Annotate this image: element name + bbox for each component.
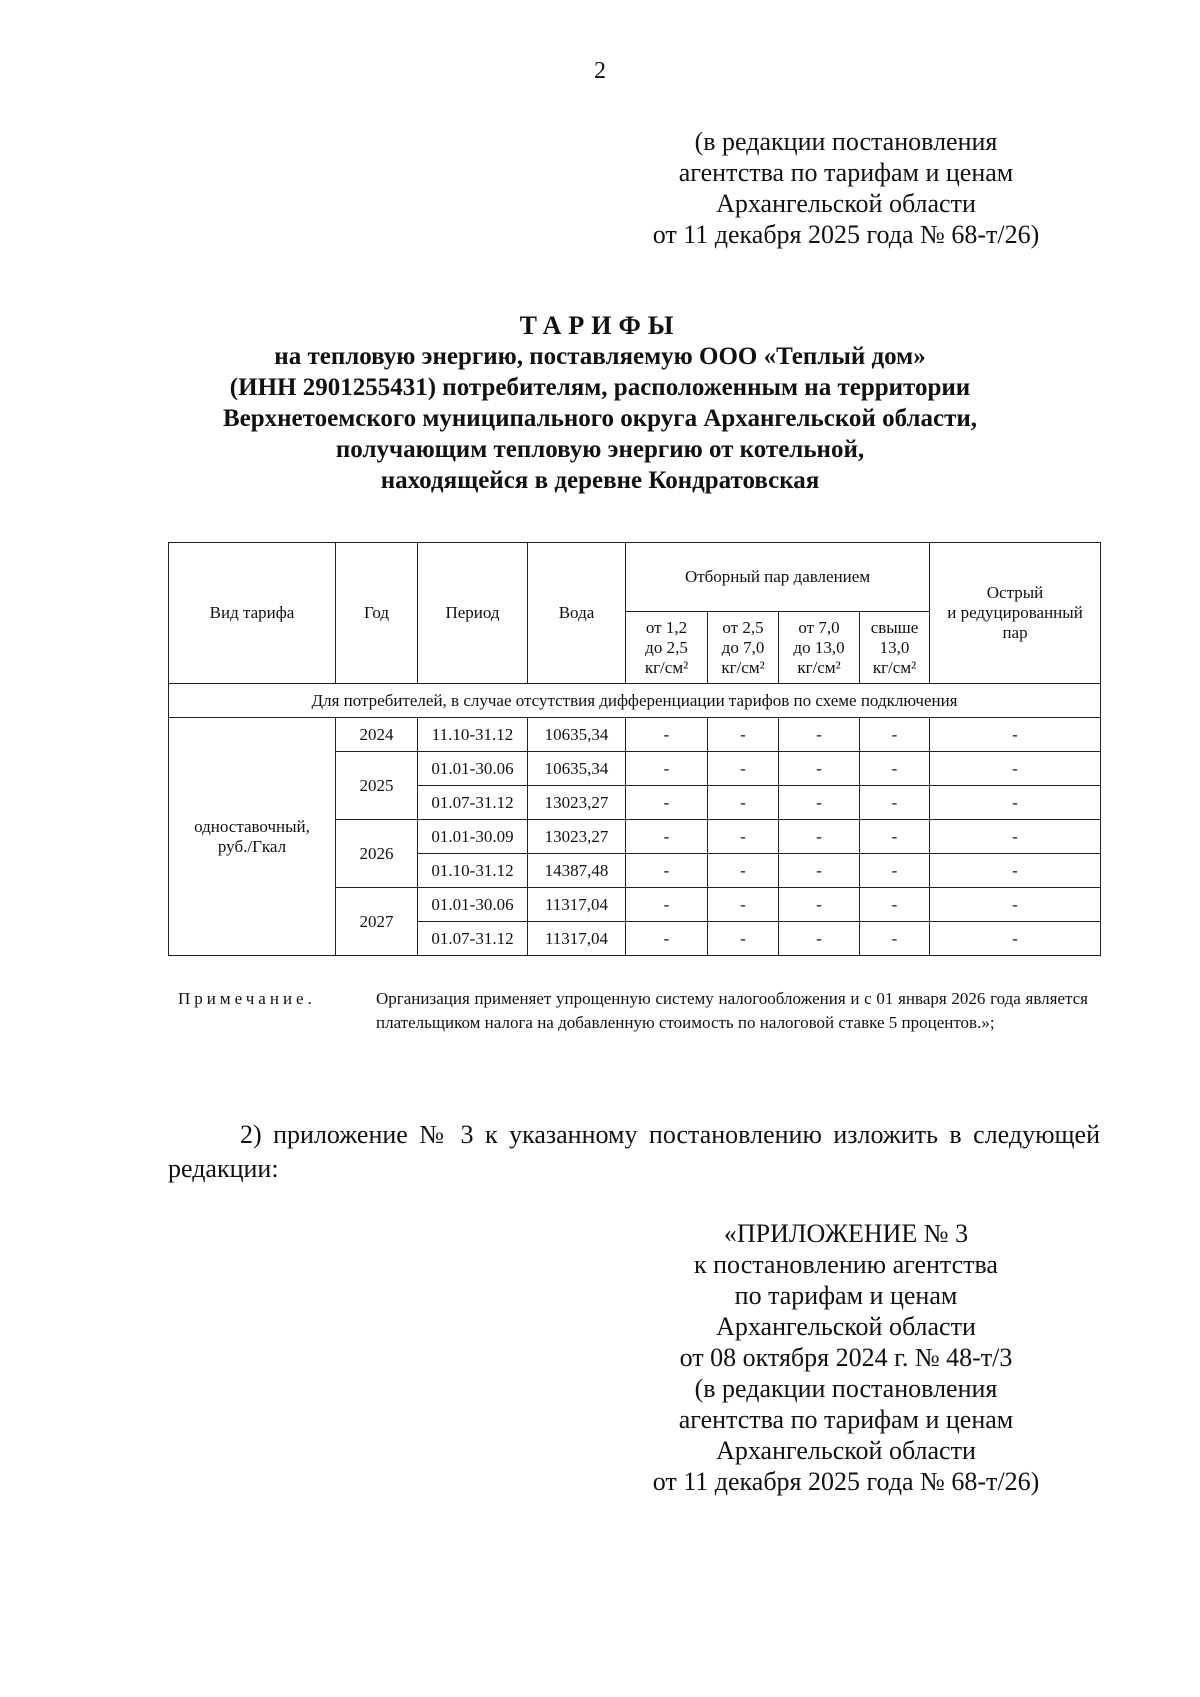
pressure-text: от 2,5	[722, 617, 764, 637]
header-live-steam-line: Острый	[986, 583, 1044, 602]
period-cell: 01.01-30.06	[418, 888, 528, 922]
dash-cell: -	[860, 786, 930, 820]
header-live-steam-line: и редуцированный	[947, 603, 1083, 622]
header-pressure-3	[779, 612, 860, 684]
dash-cell: -	[708, 752, 779, 786]
pressure-text: свыше	[870, 617, 919, 637]
tariff-type-cell	[169, 718, 336, 956]
period-cell: 01.07-31.12	[418, 786, 528, 820]
title-line: на тепловую энергию, поставляемую ООО «Теплый дом»	[274, 343, 926, 370]
dash-cell: -	[860, 752, 930, 786]
pressure-unit: кг/см²	[721, 657, 765, 677]
period-cell: 01.01-30.06	[418, 752, 528, 786]
title-line: Верхнетоемского муниципального округа Архангельской области,	[222, 405, 978, 432]
dash-cell: -	[779, 854, 860, 888]
year-cell: 2024	[336, 718, 418, 752]
header-live-steam	[930, 543, 1101, 684]
dash-cell: -	[779, 888, 860, 922]
water-cell: 10635,34	[528, 752, 626, 786]
note-label: Примечание.	[178, 989, 316, 1008]
dash-cell: -	[779, 718, 860, 752]
dash-cell: -	[779, 786, 860, 820]
header-pressure-1	[626, 612, 708, 684]
revision-header-block	[596, 126, 1096, 250]
header-tariff-type: Вид тарифа	[169, 543, 336, 684]
period-cell: 01.07-31.12	[418, 922, 528, 956]
document-title	[130, 310, 1070, 496]
dash-cell: -	[708, 854, 779, 888]
title-line: находящейся в деревне Кондратовская	[380, 467, 820, 494]
title-line: (ИНН 2901255431) потребителям, расположенным на территории	[229, 374, 971, 401]
header-live-steam-line: пар	[1002, 623, 1028, 642]
pressure-text: до 7,0	[721, 637, 765, 657]
revision-line: Архангельской области	[716, 189, 976, 218]
pressure-unit: кг/см²	[797, 657, 841, 677]
water-cell: 11317,04	[528, 888, 626, 922]
dash-cell: -	[860, 922, 930, 956]
pressure-text: 13,0	[879, 637, 910, 657]
revision-line: агентства по тарифам и ценам	[678, 158, 1014, 187]
dash-cell: -	[930, 820, 1101, 854]
tariff-type-line: руб./Гкал	[217, 836, 287, 856]
section-header: Для потребителей, в случае отсутствия дифференциации тарифов по схеме подключения	[169, 684, 1101, 718]
header-year: Год	[336, 543, 418, 684]
dash-cell: -	[708, 888, 779, 922]
appendix-line: от 11 декабря 2025 года № 68-т/26)	[652, 1467, 1040, 1496]
pressure-text: от 7,0	[798, 617, 840, 637]
pressure-text: от 1,2	[645, 617, 688, 637]
year-cell: 2026	[336, 820, 418, 888]
dash-cell: -	[930, 752, 1101, 786]
dash-cell: -	[779, 922, 860, 956]
dash-cell: -	[626, 888, 708, 922]
appendix-line: агентства по тарифам и ценам	[678, 1405, 1014, 1434]
dash-cell: -	[930, 718, 1101, 752]
item-2-paragraph: 2) приложение № 3 к указанному постановлению изложить в следующей редакции:	[168, 1120, 1100, 1183]
header-pressure-4	[860, 612, 930, 684]
header-pressure-2	[708, 612, 779, 684]
header-period: Период	[418, 543, 528, 684]
header-water: Вода	[528, 543, 626, 684]
appendix-line: по тарифам и ценам	[734, 1281, 958, 1310]
page-number: 2	[594, 58, 606, 84]
water-cell: 11317,04	[528, 922, 626, 956]
note-text: Организация применяет упрощенную систему налогообложения и с 01 января 2026 года является плательщиком налога на добавленную стоимость по налоговой ставке 5 процентов.»;	[376, 989, 1088, 1032]
dash-cell: -	[626, 922, 708, 956]
appendix-line: (в редакции постановления	[694, 1374, 998, 1403]
water-cell: 10635,34	[528, 718, 626, 752]
appendix-header-block	[596, 1218, 1096, 1497]
period-cell: 11.10-31.12	[418, 718, 528, 752]
dash-cell: -	[708, 820, 779, 854]
appendix-line: «ПРИЛОЖЕНИЕ № 3	[723, 1219, 969, 1248]
dash-cell: -	[930, 786, 1101, 820]
period-cell: 01.10-31.12	[418, 854, 528, 888]
revision-line: от 11 декабря 2025 года № 68-т/26)	[652, 220, 1040, 249]
appendix-line: Архангельской области	[716, 1312, 976, 1341]
pressure-text: до 2,5	[645, 637, 688, 657]
dash-cell: -	[708, 718, 779, 752]
tariff-type-line: одноставочный,	[194, 816, 310, 836]
year-cell: 2025	[336, 752, 418, 820]
dash-cell: -	[860, 854, 930, 888]
dash-cell: -	[860, 888, 930, 922]
pressure-text: до 13,0	[793, 637, 845, 657]
header-extraction-steam: Отборный пар давлением	[626, 543, 930, 612]
pressure-unit: кг/см²	[644, 657, 689, 677]
appendix-line: к постановлению агентства	[694, 1250, 998, 1279]
dash-cell: -	[930, 888, 1101, 922]
dash-cell: -	[708, 922, 779, 956]
water-cell: 14387,48	[528, 854, 626, 888]
dash-cell: -	[708, 786, 779, 820]
water-cell: 13023,27	[528, 786, 626, 820]
dash-cell: -	[626, 752, 708, 786]
dash-cell: -	[626, 718, 708, 752]
period-cell: 01.01-30.09	[418, 820, 528, 854]
dash-cell: -	[779, 752, 860, 786]
table-row	[169, 718, 1101, 752]
pressure-unit: кг/см²	[872, 657, 917, 677]
dash-cell: -	[626, 854, 708, 888]
dash-cell: -	[930, 854, 1101, 888]
dash-cell: -	[626, 820, 708, 854]
appendix-line: Архангельской области	[716, 1436, 976, 1465]
water-cell: 13023,27	[528, 820, 626, 854]
dash-cell: -	[930, 922, 1101, 956]
tariff-table	[168, 542, 1101, 956]
dash-cell: -	[860, 820, 930, 854]
revision-line: (в редакции постановления	[694, 127, 998, 156]
title-line: получающим тепловую энергию от котельной,	[335, 436, 865, 463]
appendix-line: от 08 октября 2024 г. № 48-т/3	[679, 1343, 1013, 1372]
year-cell: 2027	[336, 888, 418, 956]
dash-cell: -	[626, 786, 708, 820]
dash-cell: -	[860, 718, 930, 752]
title-heading: ТАРИФЫ	[519, 311, 681, 340]
dash-cell: -	[779, 820, 860, 854]
